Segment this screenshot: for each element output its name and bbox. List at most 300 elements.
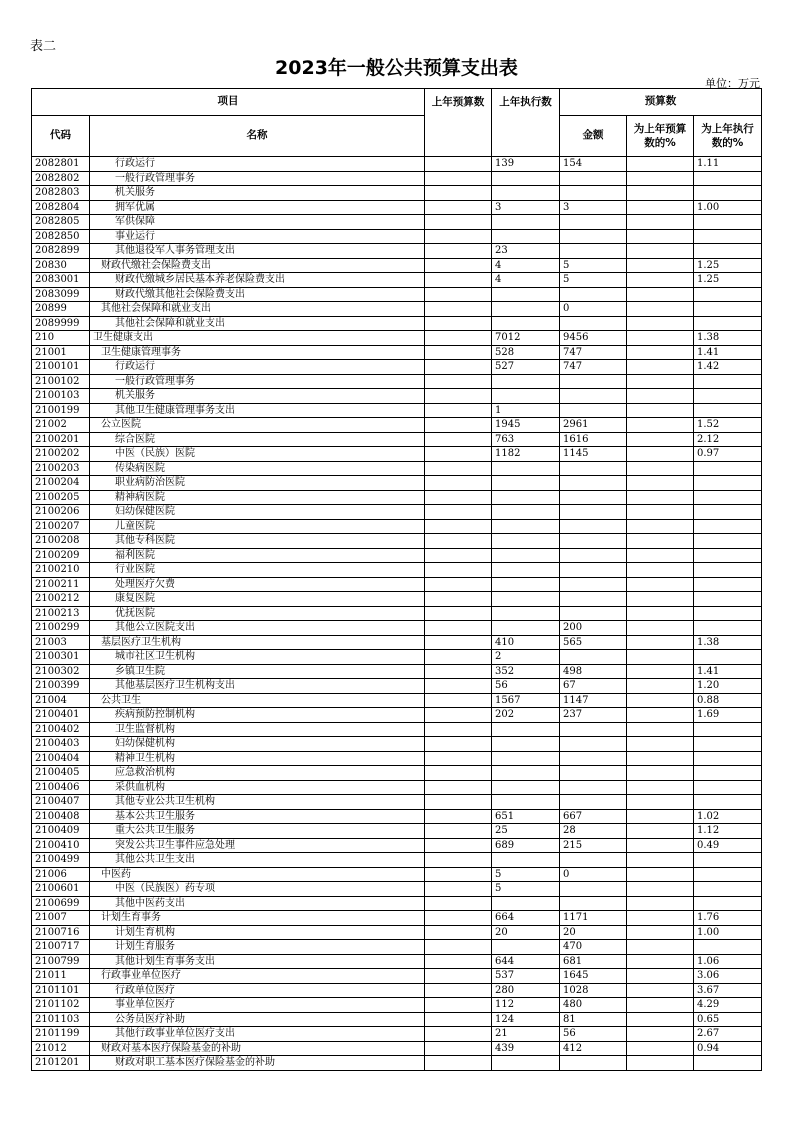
pct-budget-cell — [627, 708, 694, 723]
name-cell: 一般行政管理事务 — [90, 171, 425, 186]
prev-exec-cell — [492, 592, 560, 607]
pct-exec-cell — [694, 244, 762, 259]
amount-cell: 5 — [560, 273, 627, 288]
amount-cell — [560, 1056, 627, 1071]
prev-exec-cell: 352 — [492, 664, 560, 679]
code-cell: 2100199 — [32, 403, 90, 418]
code-cell: 2100699 — [32, 896, 90, 911]
pct-exec-cell — [694, 650, 762, 665]
pct-budget-cell — [627, 751, 694, 766]
prev-exec-cell — [492, 780, 560, 795]
amount-cell — [560, 186, 627, 201]
pct-budget-cell — [627, 403, 694, 418]
amount-cell: 1147 — [560, 693, 627, 708]
prev-exec-cell — [492, 215, 560, 230]
code-cell: 2100209 — [32, 548, 90, 563]
name-cell: 财政代缴其他社会保险费支出 — [90, 287, 425, 302]
prev-budget-cell — [425, 751, 492, 766]
name-cell: 财政代缴城乡居民基本养老保险费支出 — [90, 273, 425, 288]
table-row — [32, 722, 762, 737]
code-cell: 2100208 — [32, 534, 90, 549]
prev-budget-cell — [425, 418, 492, 433]
amount-cell — [560, 766, 627, 781]
pct-exec-cell — [694, 534, 762, 549]
table-row — [32, 331, 762, 346]
name-cell: 突发公共卫生事件应急处理 — [90, 838, 425, 853]
prev-budget-cell — [425, 998, 492, 1013]
prev-budget-cell — [425, 896, 492, 911]
prev-budget-cell — [425, 229, 492, 244]
prev-budget-cell — [425, 157, 492, 172]
amount-cell — [560, 476, 627, 491]
table-row — [32, 345, 762, 360]
amount-cell — [560, 882, 627, 897]
code-cell: 2083099 — [32, 287, 90, 302]
prev-budget-cell — [425, 940, 492, 955]
code-cell: 2101199 — [32, 1027, 90, 1042]
amount-cell — [560, 795, 627, 810]
prev-exec-cell — [492, 940, 560, 955]
prev-budget-cell — [425, 824, 492, 839]
prev-budget-cell — [425, 563, 492, 578]
amount-cell — [560, 244, 627, 259]
prev-budget-cell — [425, 331, 492, 346]
pct-exec-cell — [694, 186, 762, 201]
prev-exec-cell: 528 — [492, 345, 560, 360]
table-row — [32, 853, 762, 868]
table-row — [32, 737, 762, 752]
prev-exec-cell: 20 — [492, 925, 560, 940]
prev-exec-cell: 439 — [492, 1041, 560, 1056]
code-cell: 2082801 — [32, 157, 90, 172]
name-cell: 拥军优属 — [90, 200, 425, 215]
pct-exec-cell — [694, 302, 762, 317]
pct-budget-cell — [627, 273, 694, 288]
prev-exec-cell — [492, 853, 560, 868]
prev-budget-cell — [425, 1041, 492, 1056]
pct-exec-cell — [694, 215, 762, 230]
prev-exec-cell — [492, 476, 560, 491]
pct-budget-cell — [627, 374, 694, 389]
prev-exec-cell — [492, 316, 560, 331]
name-cell: 其他公共卫生支出 — [90, 853, 425, 868]
pct-budget-cell — [627, 679, 694, 694]
table-row — [32, 490, 762, 505]
amount-cell — [560, 563, 627, 578]
code-cell: 21003 — [32, 635, 90, 650]
prev-exec-cell: 651 — [492, 809, 560, 824]
prev-budget-cell — [425, 490, 492, 505]
pct-exec-cell: 1.76 — [694, 911, 762, 926]
amount-cell: 154 — [560, 157, 627, 172]
prev-exec-cell — [492, 563, 560, 578]
prev-budget-cell — [425, 882, 492, 897]
code-cell: 2100407 — [32, 795, 90, 810]
table-row — [32, 693, 762, 708]
pct-exec-cell — [694, 548, 762, 563]
name-cell: 机关服务 — [90, 389, 425, 404]
name-cell: 优抚医院 — [90, 606, 425, 621]
pct-exec-cell: 1.06 — [694, 954, 762, 969]
code-cell: 2082802 — [32, 171, 90, 186]
amount-cell: 667 — [560, 809, 627, 824]
pct-exec-cell: 1.11 — [694, 157, 762, 172]
header-item: 项目 — [32, 89, 425, 116]
pct-budget-cell — [627, 519, 694, 534]
name-cell: 机关服务 — [90, 186, 425, 201]
prev-exec-cell — [492, 896, 560, 911]
name-cell: 事业单位医疗 — [90, 998, 425, 1013]
name-cell: 财政代缴社会保险费支出 — [90, 258, 425, 273]
code-cell: 2100499 — [32, 853, 90, 868]
amount-cell — [560, 548, 627, 563]
amount-cell — [560, 751, 627, 766]
name-cell: 卫生健康支出 — [90, 331, 425, 346]
name-cell: 传染病医院 — [90, 461, 425, 476]
pct-budget-cell — [627, 1027, 694, 1042]
name-cell: 其他专科医院 — [90, 534, 425, 549]
pct-exec-cell — [694, 1056, 762, 1071]
pct-exec-cell: 1.25 — [694, 273, 762, 288]
amount-cell — [560, 650, 627, 665]
prev-budget-cell — [425, 287, 492, 302]
pct-budget-cell — [627, 534, 694, 549]
pct-exec-cell — [694, 621, 762, 636]
header-code: 代码 — [32, 116, 90, 157]
prev-exec-cell — [492, 534, 560, 549]
pct-budget-cell — [627, 693, 694, 708]
code-cell: 21007 — [32, 911, 90, 926]
table-row — [32, 882, 762, 897]
header-pct-prev-exec: 为上年执行数的% — [694, 116, 762, 157]
pct-exec-cell: 1.69 — [694, 708, 762, 723]
prev-budget-cell — [425, 519, 492, 534]
table-row — [32, 273, 762, 288]
pct-exec-cell: 1.38 — [694, 635, 762, 650]
pct-budget-cell — [627, 969, 694, 984]
prev-exec-cell: 25 — [492, 824, 560, 839]
name-cell: 其他社会保障和就业支出 — [90, 316, 425, 331]
amount-cell — [560, 490, 627, 505]
prev-budget-cell — [425, 374, 492, 389]
pct-budget-cell — [627, 664, 694, 679]
pct-exec-cell: 0.94 — [694, 1041, 762, 1056]
amount-cell — [560, 780, 627, 795]
amount-cell — [560, 592, 627, 607]
name-cell: 卫生健康管理事务 — [90, 345, 425, 360]
amount-cell — [560, 534, 627, 549]
prev-budget-cell — [425, 548, 492, 563]
amount-cell: 2961 — [560, 418, 627, 433]
table-row — [32, 911, 762, 926]
prev-budget-cell — [425, 447, 492, 462]
table-row — [32, 795, 762, 810]
amount-cell — [560, 896, 627, 911]
amount-cell: 28 — [560, 824, 627, 839]
pct-budget-cell — [627, 490, 694, 505]
prev-budget-cell — [425, 766, 492, 781]
name-cell: 军供保障 — [90, 215, 425, 230]
code-cell: 2100401 — [32, 708, 90, 723]
amount-cell: 200 — [560, 621, 627, 636]
amount-cell: 5 — [560, 258, 627, 273]
name-cell: 其他基层医疗卫生机构支出 — [90, 679, 425, 694]
prev-budget-cell — [425, 1056, 492, 1071]
prev-budget-cell — [425, 780, 492, 795]
code-cell: 21012 — [32, 1041, 90, 1056]
pct-exec-cell: 1.25 — [694, 258, 762, 273]
prev-exec-cell — [492, 722, 560, 737]
amount-cell: 0 — [560, 867, 627, 882]
prev-exec-cell — [492, 548, 560, 563]
pct-exec-cell — [694, 389, 762, 404]
pct-exec-cell — [694, 766, 762, 781]
name-cell: 其他专业公共卫生机构 — [90, 795, 425, 810]
prev-budget-cell — [425, 258, 492, 273]
pct-budget-cell — [627, 171, 694, 186]
pct-budget-cell — [627, 476, 694, 491]
code-cell: 2100403 — [32, 737, 90, 752]
pct-budget-cell — [627, 780, 694, 795]
prev-budget-cell — [425, 621, 492, 636]
code-cell: 2100210 — [32, 563, 90, 578]
table-row — [32, 867, 762, 882]
amount-cell: 81 — [560, 1012, 627, 1027]
prev-exec-cell — [492, 505, 560, 520]
code-cell: 2100211 — [32, 577, 90, 592]
prev-exec-cell: 5 — [492, 867, 560, 882]
table-row — [32, 258, 762, 273]
prev-exec-cell: 4 — [492, 258, 560, 273]
amount-cell — [560, 374, 627, 389]
name-cell: 处理医疗欠费 — [90, 577, 425, 592]
table-row — [32, 389, 762, 404]
prev-exec-cell — [492, 606, 560, 621]
code-cell: 2082804 — [32, 200, 90, 215]
code-cell: 2100213 — [32, 606, 90, 621]
prev-budget-cell — [425, 664, 492, 679]
prev-exec-cell — [492, 490, 560, 505]
code-cell: 2082805 — [32, 215, 90, 230]
table-row — [32, 287, 762, 302]
name-cell: 妇幼保健机构 — [90, 737, 425, 752]
prev-exec-cell: 124 — [492, 1012, 560, 1027]
table-row — [32, 940, 762, 955]
prev-budget-cell — [425, 215, 492, 230]
amount-cell: 3 — [560, 200, 627, 215]
prev-budget-cell — [425, 476, 492, 491]
amount-cell — [560, 171, 627, 186]
amount-cell — [560, 389, 627, 404]
table-row — [32, 360, 762, 375]
name-cell: 其他计划生育事务支出 — [90, 954, 425, 969]
table-row — [32, 969, 762, 984]
pct-exec-cell — [694, 374, 762, 389]
name-cell: 公立医院 — [90, 418, 425, 433]
name-cell: 行政运行 — [90, 157, 425, 172]
pct-budget-cell — [627, 215, 694, 230]
header-pct-prev-budget: 为上年预算数的% — [627, 116, 694, 157]
name-cell: 综合医院 — [90, 432, 425, 447]
table-row — [32, 447, 762, 462]
name-cell: 行业医院 — [90, 563, 425, 578]
prev-budget-cell — [425, 1012, 492, 1027]
pct-exec-cell: 1.41 — [694, 664, 762, 679]
pct-exec-cell: 1.42 — [694, 360, 762, 375]
pct-exec-cell — [694, 505, 762, 520]
table-row — [32, 809, 762, 824]
table-row — [32, 229, 762, 244]
name-cell: 公务员医疗补助 — [90, 1012, 425, 1027]
table-row — [32, 461, 762, 476]
table-row — [32, 418, 762, 433]
table-row — [32, 244, 762, 259]
prev-exec-cell — [492, 389, 560, 404]
prev-budget-cell — [425, 1027, 492, 1042]
code-cell: 2100204 — [32, 476, 90, 491]
pct-exec-cell — [694, 896, 762, 911]
table-row — [32, 679, 762, 694]
name-cell: 中医（民族医）药专项 — [90, 882, 425, 897]
prev-budget-cell — [425, 171, 492, 186]
code-cell: 21006 — [32, 867, 90, 882]
name-cell: 基本公共卫生服务 — [90, 809, 425, 824]
name-cell: 计划生育事务 — [90, 911, 425, 926]
prev-exec-cell: 1567 — [492, 693, 560, 708]
prev-exec-cell — [492, 751, 560, 766]
pct-budget-cell — [627, 186, 694, 201]
code-cell: 2100101 — [32, 360, 90, 375]
name-cell: 职业病防治医院 — [90, 476, 425, 491]
code-cell: 21001 — [32, 345, 90, 360]
prev-budget-cell — [425, 273, 492, 288]
pct-exec-cell — [694, 737, 762, 752]
table-row — [32, 664, 762, 679]
pct-budget-cell — [627, 911, 694, 926]
code-cell: 2100103 — [32, 389, 90, 404]
code-cell: 2100402 — [32, 722, 90, 737]
pct-exec-cell — [694, 867, 762, 882]
amount-cell: 20 — [560, 925, 627, 940]
pct-exec-cell: 1.38 — [694, 331, 762, 346]
code-cell: 2100203 — [32, 461, 90, 476]
prev-exec-cell: 21 — [492, 1027, 560, 1042]
table-row — [32, 200, 762, 215]
table-row — [32, 215, 762, 230]
pct-exec-cell: 4.29 — [694, 998, 762, 1013]
table-row — [32, 1012, 762, 1027]
pct-budget-cell — [627, 229, 694, 244]
prev-exec-cell — [492, 737, 560, 752]
table-row — [32, 157, 762, 172]
name-cell: 计划生育服务 — [90, 940, 425, 955]
table-row — [32, 432, 762, 447]
amount-cell — [560, 606, 627, 621]
name-cell: 卫生监督机构 — [90, 722, 425, 737]
table-row — [32, 766, 762, 781]
pct-budget-cell — [627, 360, 694, 375]
pct-budget-cell — [627, 505, 694, 520]
name-cell: 其他社会保障和就业支出 — [90, 302, 425, 317]
pct-exec-cell — [694, 606, 762, 621]
pct-budget-cell — [627, 244, 694, 259]
code-cell: 2082899 — [32, 244, 90, 259]
pct-exec-cell: 0.49 — [694, 838, 762, 853]
pct-budget-cell — [627, 621, 694, 636]
pct-exec-cell — [694, 519, 762, 534]
pct-exec-cell — [694, 563, 762, 578]
table-row — [32, 1027, 762, 1042]
pct-budget-cell — [627, 635, 694, 650]
pct-budget-cell — [627, 592, 694, 607]
pct-budget-cell — [627, 983, 694, 998]
prev-exec-cell — [492, 795, 560, 810]
name-cell: 事业运行 — [90, 229, 425, 244]
pct-exec-cell — [694, 316, 762, 331]
prev-budget-cell — [425, 737, 492, 752]
prev-exec-cell: 3 — [492, 200, 560, 215]
pct-exec-cell — [694, 490, 762, 505]
pct-exec-cell: 3.06 — [694, 969, 762, 984]
pct-budget-cell — [627, 1041, 694, 1056]
code-cell: 2100410 — [32, 838, 90, 853]
pct-budget-cell — [627, 577, 694, 592]
name-cell: 重大公共卫生服务 — [90, 824, 425, 839]
amount-cell — [560, 215, 627, 230]
prev-exec-cell: 664 — [492, 911, 560, 926]
table-row — [32, 592, 762, 607]
name-cell: 采供血机构 — [90, 780, 425, 795]
table-row — [32, 171, 762, 186]
prev-budget-cell — [425, 722, 492, 737]
table-row — [32, 838, 762, 853]
name-cell: 其他公立医院支出 — [90, 621, 425, 636]
code-cell: 2100404 — [32, 751, 90, 766]
pct-budget-cell — [627, 389, 694, 404]
table-row — [32, 563, 762, 578]
prev-exec-cell: 280 — [492, 983, 560, 998]
name-cell: 行政运行 — [90, 360, 425, 375]
table-row — [32, 316, 762, 331]
amount-cell: 0 — [560, 302, 627, 317]
pct-budget-cell — [627, 287, 694, 302]
name-cell: 行政单位医疗 — [90, 983, 425, 998]
name-cell: 财政对基本医疗保险基金的补助 — [90, 1041, 425, 1056]
pct-exec-cell: 0.65 — [694, 1012, 762, 1027]
pct-budget-cell — [627, 1056, 694, 1071]
name-cell: 福利医院 — [90, 548, 425, 563]
prev-exec-cell: 23 — [492, 244, 560, 259]
pct-exec-cell: 1.00 — [694, 925, 762, 940]
code-cell: 2100299 — [32, 621, 90, 636]
pct-exec-cell: 2.12 — [694, 432, 762, 447]
table-row — [32, 374, 762, 389]
code-cell: 2083001 — [32, 273, 90, 288]
prev-budget-cell — [425, 708, 492, 723]
table-row — [32, 302, 762, 317]
pct-budget-cell — [627, 563, 694, 578]
amount-cell: 1645 — [560, 969, 627, 984]
pct-exec-cell — [694, 592, 762, 607]
amount-cell: 470 — [560, 940, 627, 955]
pct-budget-cell — [627, 258, 694, 273]
code-cell: 2101103 — [32, 1012, 90, 1027]
unit-label: 单位：万元 — [705, 77, 760, 90]
header-prev-budget: 上年预算数 — [425, 89, 492, 157]
amount-cell — [560, 461, 627, 476]
pct-budget-cell — [627, 896, 694, 911]
pct-exec-cell: 2.67 — [694, 1027, 762, 1042]
